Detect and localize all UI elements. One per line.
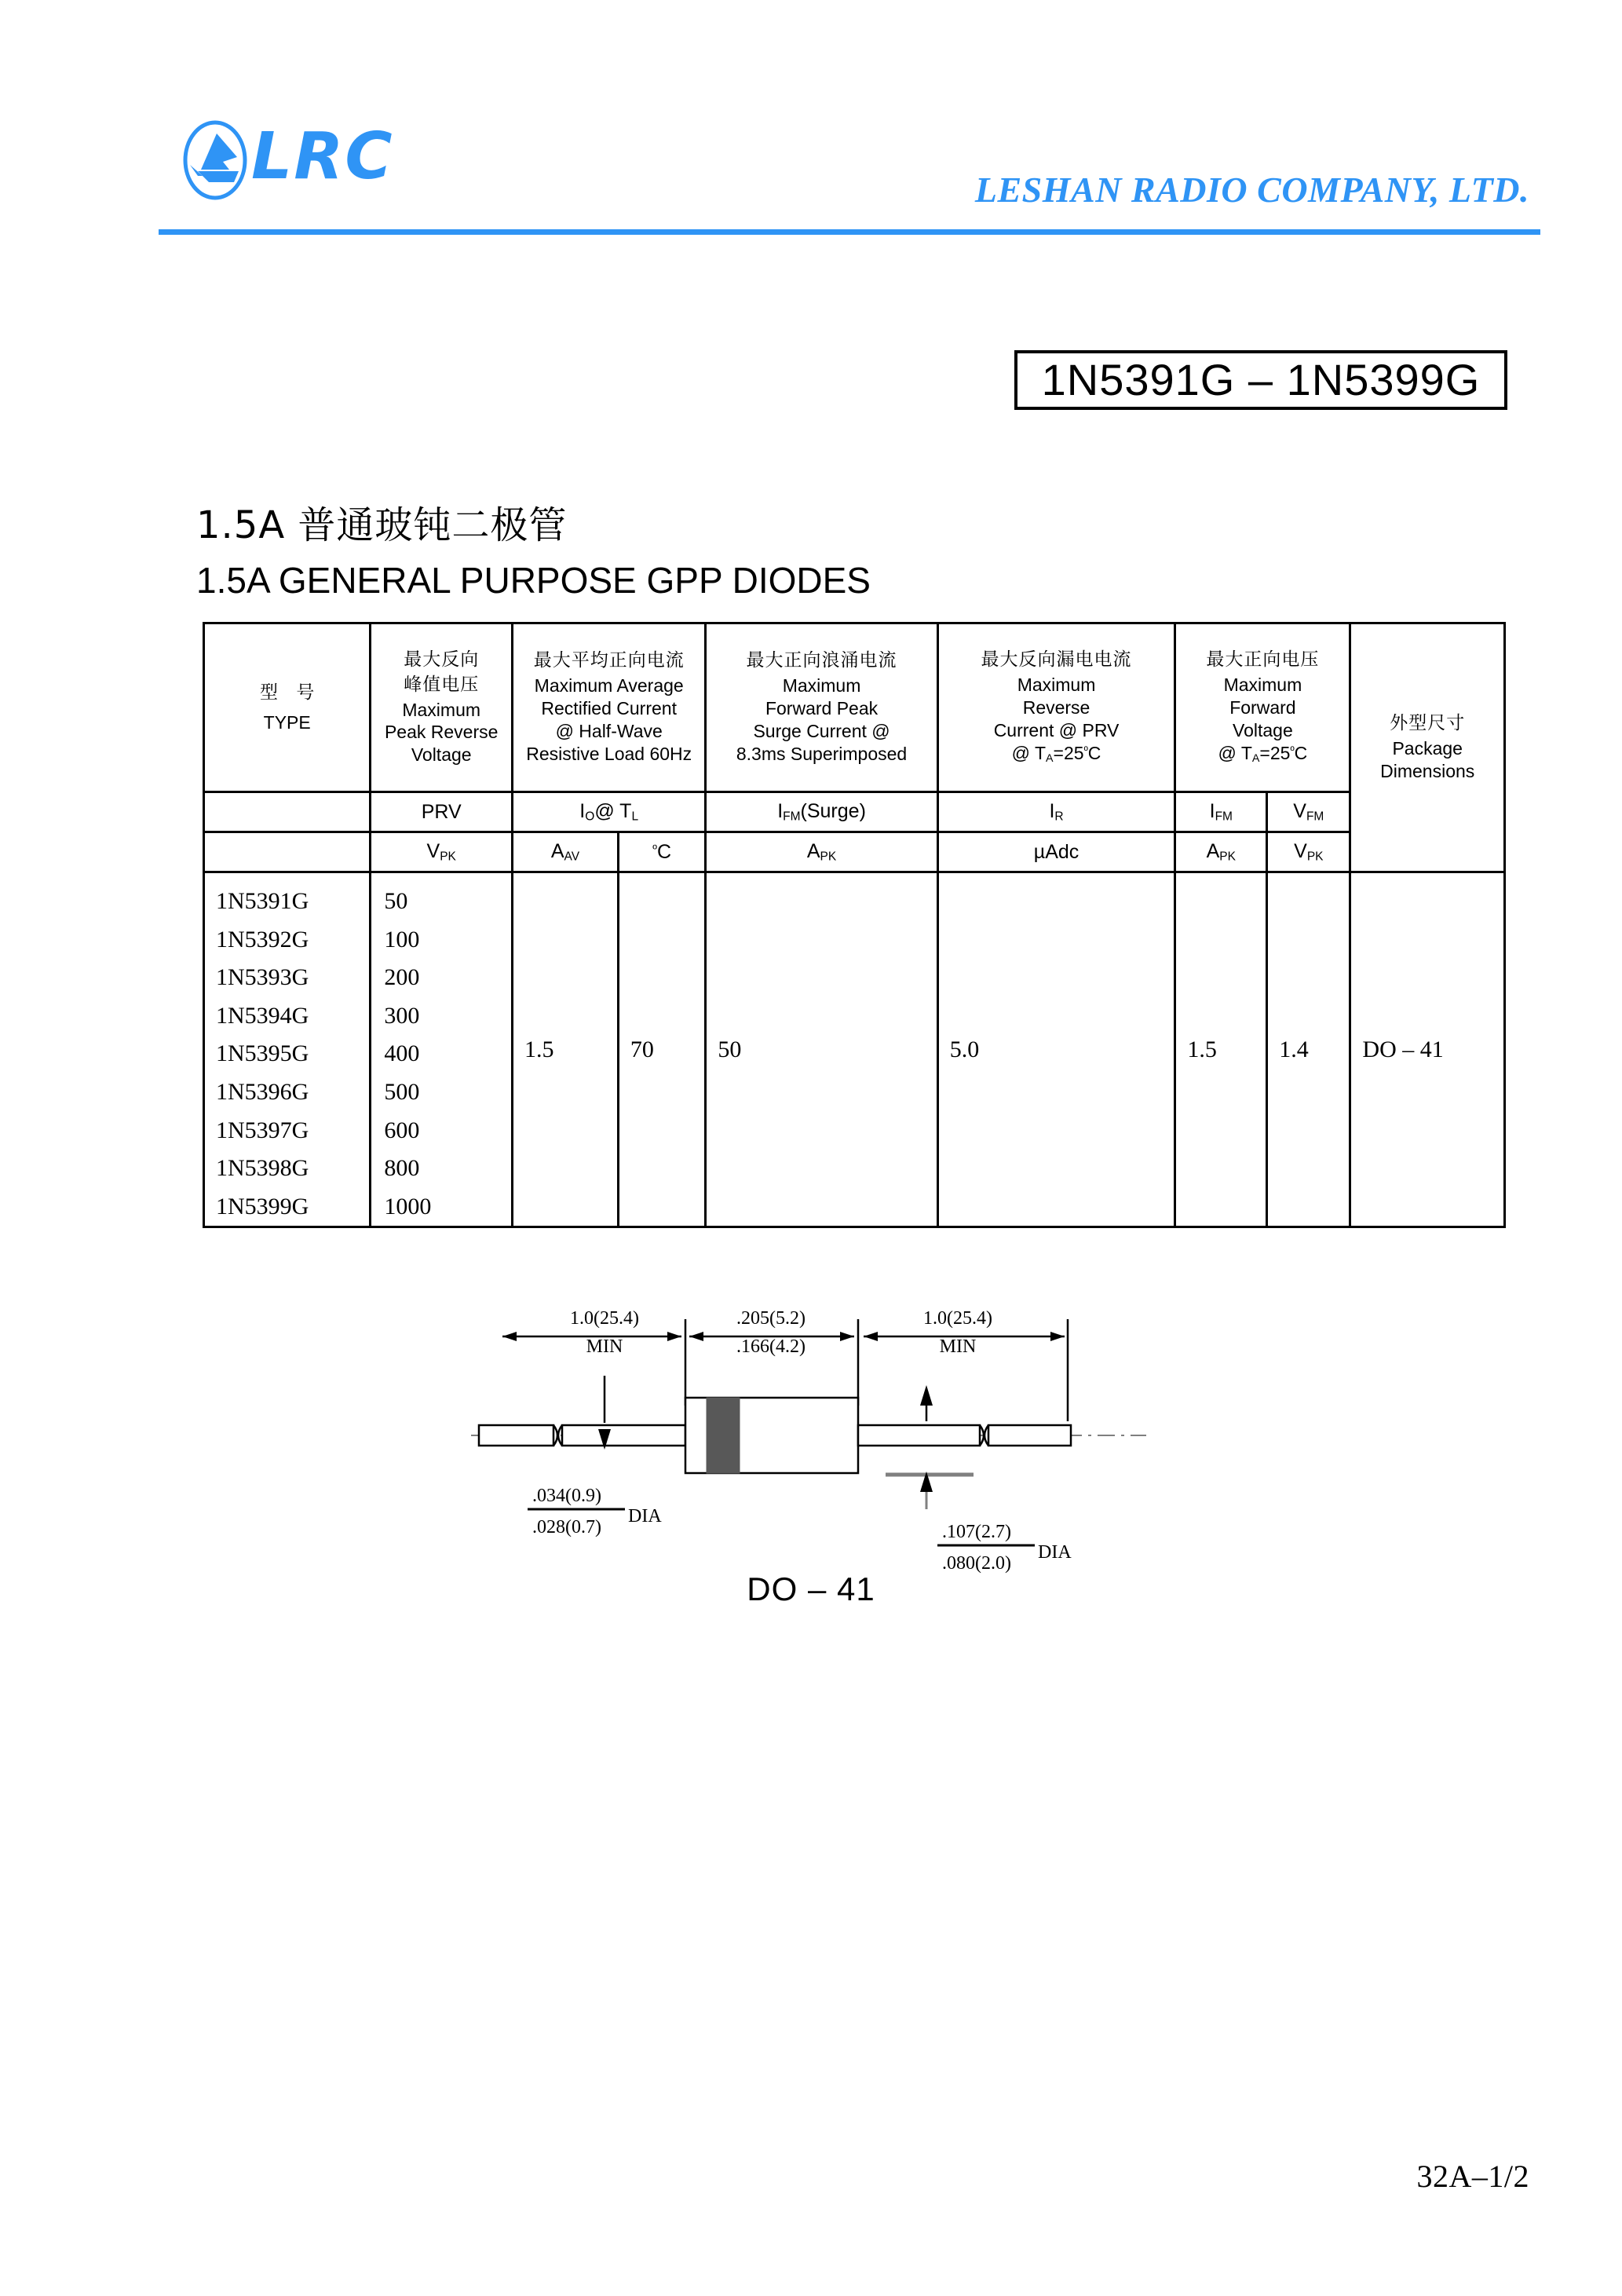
header-reverse-leakage-current: [937, 623, 1175, 792]
table-row-prv: 800: [384, 1155, 420, 1182]
dim-right-label: 1.0(25.4): [923, 1308, 992, 1329]
table-row-prv: 500: [384, 1078, 420, 1105]
cell-prv-list: [371, 872, 513, 1227]
body-dia-top-label: .107(2.7): [942, 1522, 1011, 1542]
header-package-cn: 外型尺寸: [1390, 713, 1466, 734]
symbol-ir: $I_R$: [937, 792, 1175, 832]
header-prv-cn-2: 峰值电压: [404, 674, 480, 695]
lead-dia-top-label: .034(0.9): [532, 1486, 601, 1506]
page-title-english: 1.5A GENERAL PURPOSE GPP DIODES: [196, 560, 871, 601]
table-row-prv: 200: [384, 964, 420, 991]
cell-type-list: [204, 872, 371, 1227]
unit-vpk-2: $V_{PK}$: [1267, 832, 1350, 872]
table-data-row: [204, 872, 1505, 1227]
header-ifm-surge-en-2: Forward Peak: [765, 698, 879, 719]
footer-page-number: 32A–1/2: [1416, 2159, 1529, 2194]
header-ifm-surge-en-1: Maximum: [782, 675, 861, 696]
header-type-cn: 型 号: [260, 682, 321, 703]
header-prv-en-1: Maximum: [402, 699, 481, 720]
header-divider: [159, 229, 1540, 235]
dim-right-min-label: MIN: [939, 1336, 977, 1357]
table-row-type: 1N5391G: [216, 888, 309, 914]
table-row-type: 1N5392G: [216, 926, 309, 952]
header-ir-cn: 最大反向漏电电流: [981, 649, 1132, 671]
header-io-en-4: Resistive Load 60Hz: [526, 743, 692, 764]
header-vfm-en-1: Maximum: [1223, 674, 1302, 695]
table-row-type: 1N5395G: [216, 1040, 309, 1067]
lead-dia-unit-label: DIA: [628, 1506, 662, 1526]
dim-body-top-label: .205(5.2): [736, 1308, 806, 1329]
header-ir-en-1: Maximum: [1017, 674, 1096, 695]
symbol-ifm-surge: $I_{FM}(Surge)$: [706, 792, 937, 832]
part-number-box: [1014, 350, 1507, 410]
logo-wordmark: LRC: [251, 119, 394, 194]
unit-vpk: $V_{PK}$: [371, 832, 513, 872]
unit-apk: $A_{PK}$: [706, 832, 937, 872]
header-type-en: TYPE: [263, 711, 311, 733]
cell-tl-value: 70: [618, 872, 706, 1227]
unit-aav: $A_{AV}$: [512, 832, 618, 872]
dim-left-label: 1.0(25.4): [570, 1308, 639, 1329]
header-vfm-en-4: @ $T_A=25^ºC$: [1218, 742, 1308, 766]
header-peak-reverse-voltage: [371, 623, 513, 792]
symbol-io-tl: $I_O@$ $T_L$: [512, 792, 705, 832]
specifications-table: [203, 622, 1506, 1228]
header-ifm-surge-en-3: Surge Current @: [753, 720, 890, 741]
company-name: LESHAN RADIO COMPANY, LTD.: [974, 170, 1529, 210]
table-row-type: 1N5397G: [216, 1117, 309, 1143]
cell-ifm-surge-value: 50: [706, 872, 937, 1227]
symbol-prv: PRV: [371, 792, 513, 832]
table-row-prv: 50: [384, 888, 408, 914]
table-row-prv: 100: [384, 926, 420, 952]
table-unit-row: [204, 832, 1505, 872]
symbol-vfm: $V_{FM}$: [1267, 792, 1350, 832]
header-prv-en-2: Peak Reverse: [384, 722, 499, 743]
table-row-type: 1N5399G: [216, 1193, 309, 1219]
header-io-en-3: @ Half-Wave: [555, 720, 663, 741]
table-row-type: 1N5393G: [216, 964, 309, 991]
table-row-type: 1N5398G: [216, 1155, 309, 1182]
unit-degc: $^º$C: [618, 832, 706, 872]
unit-apk-2: $A_{PK}$: [1175, 832, 1267, 872]
cell-io-value: 1.5: [512, 872, 618, 1227]
cell-vfm-value: 1.4: [1267, 872, 1350, 1227]
lead-dia-bottom-label: .028(0.7): [532, 1517, 601, 1537]
symbol-blank: [204, 792, 371, 832]
header-ir-en-2: Reverse: [1022, 696, 1090, 718]
dim-left-min-label: MIN: [586, 1336, 623, 1357]
cell-package-value: DO – 41: [1350, 872, 1505, 1227]
table-symbol-row: [204, 792, 1505, 832]
header-forward-surge-current: [706, 623, 937, 792]
header-prv-en-3: Voltage: [411, 744, 472, 766]
header-package-en-2: Dimensions: [1380, 760, 1475, 781]
symbol-ifm: $I_{FM}$: [1175, 792, 1267, 832]
header-package-en-1: Package: [1392, 738, 1463, 759]
header-type: [204, 623, 371, 792]
header-io-cn: 最大平均正向电流: [533, 650, 685, 671]
unit-uadc: µAdc: [937, 832, 1175, 872]
header-io-en-2: Rectified Current: [541, 698, 677, 719]
table-row-prv: 600: [384, 1117, 420, 1143]
header-prv-cn-1: 最大反向: [404, 649, 480, 670]
table-row-prv: 400: [384, 1040, 420, 1067]
cell-ir-value: 5.0: [937, 872, 1175, 1227]
table-row-type: 1N5396G: [216, 1078, 309, 1105]
table-row-type: 1N5394G: [216, 1002, 309, 1029]
body-dia-bottom-label: .080(2.0): [942, 1553, 1011, 1574]
header-ifm-surge-en-4: 8.3ms Superimposed: [736, 743, 908, 764]
package-caption: DO – 41: [747, 1570, 875, 1607]
table-row-prv: 1000: [384, 1193, 432, 1219]
header-ir-en-3: Current @ PRV: [993, 719, 1120, 740]
header-package-dimensions: [1350, 623, 1505, 872]
body-dia-unit-label: DIA: [1038, 1542, 1072, 1563]
dim-body-bottom-label: .166(4.2): [736, 1336, 806, 1357]
unit-blank: [204, 832, 371, 872]
lrc-oval-sail-logo-icon: [182, 119, 248, 201]
part-number-range: 1N5391G – 1N5399G: [1041, 355, 1481, 404]
header-forward-voltage: [1175, 623, 1350, 792]
table-row-prv: 300: [384, 1002, 420, 1029]
header-vfm-en-3: Voltage: [1233, 719, 1293, 740]
cell-ifm-value: 1.5: [1175, 872, 1267, 1227]
header-ir-en-4: @ $T_A=25^ºC$: [1011, 742, 1101, 766]
header-ifm-surge-cn: 最大正向浪涌电流: [746, 650, 897, 671]
header-vfm-en-2: Forward: [1229, 696, 1296, 718]
table-header-row: [204, 623, 1505, 792]
header-vfm-cn: 最大正向电压: [1206, 649, 1320, 671]
page-header: [0, 0, 1622, 251]
page-title-chinese: 1.5A 普通玻钝二极管: [196, 503, 568, 547]
header-io-en-1: Maximum Average: [534, 675, 684, 696]
header-avg-rectified-current: [512, 623, 705, 792]
